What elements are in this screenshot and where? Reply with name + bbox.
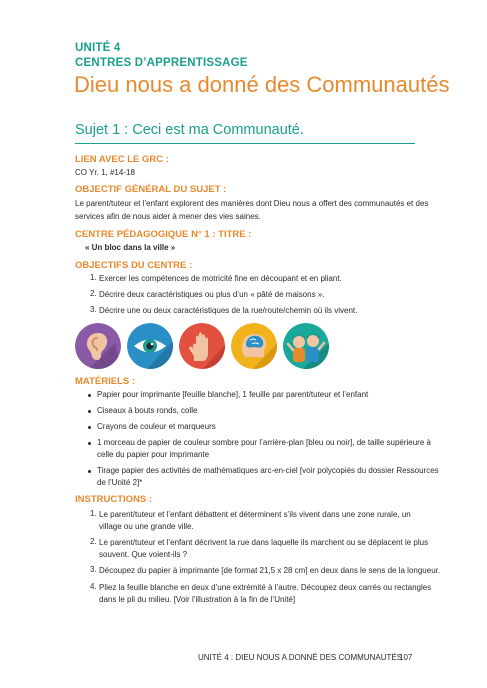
instruction-number: 2. — [90, 537, 97, 546]
list-item: Papier pour imprimante [feuille blanche], 1 feuille par parent/tuteur et l’enfant — [97, 390, 369, 399]
hand-icon — [179, 323, 225, 369]
bullet-icon — [88, 470, 91, 473]
unit-label: UNITÉ 4 — [75, 42, 121, 54]
list-item: Le parent/tuteur et l’enfant débattent et déterminent s’ils vivent dans une zone rurale, un — [99, 510, 411, 519]
instruction-number: 3. — [90, 565, 97, 574]
list-item: Crayons de couleur et marqueurs — [97, 422, 216, 431]
objective-number: 3. — [90, 305, 97, 314]
grc-heading: LIEN AVEC LE GRC : — [75, 154, 169, 165]
subject-title: Sujet 1 : Ceci est ma Communauté. — [75, 122, 304, 138]
instructions-heading: INSTRUCTIONS : — [75, 494, 153, 505]
list-item: Tirage papier des activités de mathématiques arc-en-ciel [voir polycopiés du dossier Ressources — [97, 466, 439, 475]
list-item: Décrire deux caractéristiques ou plus d’un « pâté de maisons ». — [99, 290, 325, 299]
section-label: CENTRES D’APPRENTISSAGE — [75, 57, 248, 69]
subject-divider — [75, 143, 415, 144]
list-item-continuation: souvent. Que voient-ils ? — [99, 550, 188, 559]
list-item: Ciseaux à bouts ronds, colle — [97, 406, 198, 415]
objective-number: 1. — [90, 273, 97, 282]
bullet-icon — [88, 442, 91, 445]
bullet-icon — [88, 410, 91, 413]
instruction-number: 4. — [90, 582, 97, 591]
page-title: Dieu nous a donné des Communautés — [74, 72, 450, 97]
bullet-icon — [88, 394, 91, 397]
list-item: Le parent/tuteur et l’enfant décrivent la rue dans laquelle ils marchent ou se déplacent le plus — [99, 538, 429, 547]
grc-text: CO Yr. 1, #14-18 — [75, 168, 135, 177]
list-item: Pliez la feuille blanche en deux d’une extrémité à l’autre. Découpez deux carrés ou rectangles — [99, 583, 432, 592]
center-objectives-heading: OBJECTIFS DU CENTRE : — [75, 260, 193, 271]
ear-icon — [75, 323, 121, 369]
center-title: « Un bloc dans la ville » — [85, 243, 176, 252]
eye-icon — [127, 323, 173, 369]
list-item-continuation: dans le pli du milieu. [Voir l’illustration à la fin de l’Unité] — [99, 595, 296, 604]
list-item-continuation: village ou une grande ville. — [99, 522, 194, 531]
objective-text-line1: Le parent/tuteur et l’enfant explorent des manières dont Dieu nous a offert des communautés et des — [75, 199, 429, 208]
list-item-continuation: celle du papier pour imprimante — [97, 450, 210, 459]
center-heading: CENTRE PÉDAGOGIQUE N° 1 : TITRE : — [75, 229, 252, 240]
list-item: Découpez du papier à imprimante [de format 21,5 x 28 cm] en deux dans le sens de la longueur. — [99, 566, 441, 575]
objective-heading: OBJECTIF GÉNÉRAL DU SUJET : — [75, 184, 227, 195]
materials-heading: MATÉRIELS : — [75, 376, 135, 387]
page-number: 107 — [399, 653, 413, 662]
list-item-continuation: de l’Unité 2]* — [97, 478, 143, 487]
list-item: Exercer les compétences de motricité fine en découpant et en pliant. — [99, 274, 342, 283]
footer-text: UNITÉ 4 : DIEU NOUS A DONNÉ DES COMMUNAUTÉS — [198, 653, 403, 662]
objective-number: 2. — [90, 289, 97, 298]
children-icon — [283, 323, 329, 369]
objective-text-line2: services afin de nous aider à mener des vies saines. — [75, 212, 261, 221]
brain-icon — [231, 323, 277, 369]
list-item: Décrire une ou deux caractéristiques de la rue/route/chemin où ils vivent. — [99, 306, 358, 315]
instruction-number: 1. — [90, 509, 97, 518]
list-item: 1 morceau de papier de couleur sombre pour l’arrière-plan [bleu ou noir], de taille supérieure à — [97, 438, 431, 447]
bullet-icon — [88, 426, 91, 429]
